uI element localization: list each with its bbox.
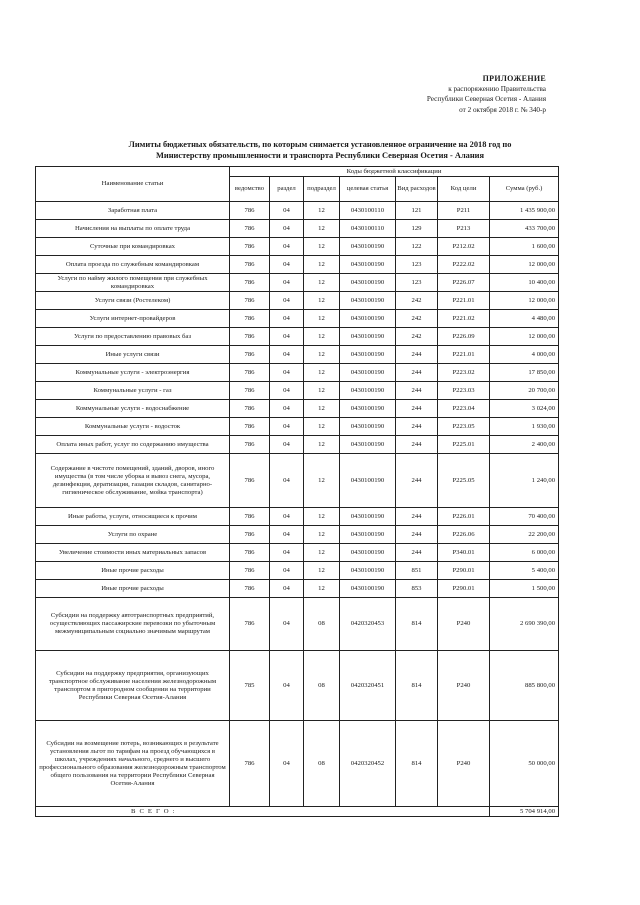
table-row: [36, 310, 559, 328]
row-expense-type: 814: [396, 651, 438, 721]
row-name: Иные прочие расходы: [36, 580, 230, 598]
row-sum: 50 000,00: [490, 721, 559, 807]
row-section: 04: [270, 256, 304, 274]
row-sum: 5 400,00: [490, 562, 559, 580]
row-section: 04: [270, 310, 304, 328]
row-target: 0430100190: [340, 562, 396, 580]
appendix-line-1: к распоряжению Правительства: [448, 85, 546, 94]
row-expense-type: 244: [396, 436, 438, 454]
row-target: 0430100190: [340, 238, 396, 256]
row-section: 04: [270, 436, 304, 454]
row-kosgu: Р223.02: [438, 364, 490, 382]
row-name: Заработная плата: [36, 202, 230, 220]
row-sum: 1 930,00: [490, 418, 559, 436]
table-row: [36, 382, 559, 400]
row-expense-type: 244: [396, 364, 438, 382]
total-label: ВСЕГО:: [36, 807, 490, 817]
row-expense-type: 123: [396, 256, 438, 274]
row-section: 04: [270, 651, 304, 721]
row-kosgu: Р212.02: [438, 238, 490, 256]
row-sum: 12 000,00: [490, 328, 559, 346]
row-section: 04: [270, 238, 304, 256]
row-target: 0430100190: [340, 400, 396, 418]
row-section: 04: [270, 598, 304, 651]
row-dept: 786: [230, 346, 270, 364]
row-dept: 786: [230, 508, 270, 526]
row-expense-type: 851: [396, 562, 438, 580]
row-dept: 786: [230, 580, 270, 598]
row-target: 0430100190: [340, 256, 396, 274]
row-section: 04: [270, 346, 304, 364]
row-subsection: 12: [304, 346, 340, 364]
row-target: 0430100190: [340, 310, 396, 328]
row-expense-type: 122: [396, 238, 438, 256]
row-sum: 4 480,00: [490, 310, 559, 328]
row-target: 0430100190: [340, 328, 396, 346]
row-kosgu: Р222.02: [438, 256, 490, 274]
row-subsection: 12: [304, 202, 340, 220]
table-row: [36, 454, 559, 508]
table-row: [36, 328, 559, 346]
row-dept: 786: [230, 382, 270, 400]
row-name: Содержание в чистоте помещений, зданий, дворов, иного имущества (в том числе уборка и вывоз снега, мусора, дезинфекция, дератизация, газация складов, санитарно-гигиеническое обслуживание, мойка транспорта): [36, 454, 230, 508]
row-dept: 786: [230, 328, 270, 346]
document-heading: [60, 139, 580, 161]
row-subsection: 12: [304, 292, 340, 310]
row-kosgu: Р240: [438, 598, 490, 651]
row-sum: 1 240,00: [490, 454, 559, 508]
row-expense-type: 244: [396, 526, 438, 544]
row-name: Коммунальные услуги - водосток: [36, 418, 230, 436]
row-target: 0430100190: [340, 418, 396, 436]
table-row: [36, 508, 559, 526]
total-sum: 5 704 914,00: [490, 807, 559, 817]
row-sum: 1 435 900,00: [490, 202, 559, 220]
row-kosgu: Р221.02: [438, 310, 490, 328]
row-section: 04: [270, 274, 304, 292]
row-name: Суточные при командировках: [36, 238, 230, 256]
row-dept: 786: [230, 292, 270, 310]
row-kosgu: Р226.09: [438, 328, 490, 346]
row-sum: 10 400,00: [490, 274, 559, 292]
header-dept: ведомство: [230, 177, 270, 202]
row-expense-type: 242: [396, 292, 438, 310]
row-expense-type: 244: [396, 400, 438, 418]
row-subsection: 12: [304, 310, 340, 328]
row-dept: 786: [230, 562, 270, 580]
row-subsection: 08: [304, 598, 340, 651]
row-dept: 786: [230, 202, 270, 220]
appendix-line-3: от 2 октября 2018 г. № 340-р: [459, 105, 546, 114]
row-section: 04: [270, 721, 304, 807]
row-subsection: 12: [304, 238, 340, 256]
row-section: 04: [270, 544, 304, 562]
row-name: Коммунальные услуги - газ: [36, 382, 230, 400]
row-expense-type: 244: [396, 382, 438, 400]
row-subsection: 12: [304, 418, 340, 436]
row-subsection: 12: [304, 220, 340, 238]
table-row: [36, 721, 559, 807]
row-kosgu: Р240: [438, 721, 490, 807]
row-expense-type: 244: [396, 544, 438, 562]
table-body: [36, 202, 559, 807]
row-subsection: 12: [304, 580, 340, 598]
row-name: Услуги связи (Ростелеком): [36, 292, 230, 310]
row-name: Субсидии на поддержку автотранспортных предприятий, осуществляющих пассажирские перевозки по убыточным межмуниципальным социально значимым маршрутам: [36, 598, 230, 651]
row-name: Коммунальные услуги - водоснабжение: [36, 400, 230, 418]
row-section: 04: [270, 562, 304, 580]
row-target: 0430100190: [340, 526, 396, 544]
row-sum: 70 400,00: [490, 508, 559, 526]
row-kosgu: Р221.01: [438, 346, 490, 364]
row-subsection: 12: [304, 526, 340, 544]
row-target: 0430100110: [340, 202, 396, 220]
row-kosgu: Р240: [438, 651, 490, 721]
row-kosgu: Р226.01: [438, 508, 490, 526]
row-name: Иные прочие расходы: [36, 562, 230, 580]
row-kosgu: Р213: [438, 220, 490, 238]
row-kosgu: Р211: [438, 202, 490, 220]
row-target: 0430100190: [340, 364, 396, 382]
row-expense-type: 244: [396, 454, 438, 508]
row-dept: 786: [230, 238, 270, 256]
row-name: Оплата проезда по служебным командировкам: [36, 256, 230, 274]
row-dept: 786: [230, 721, 270, 807]
row-target: 0430100190: [340, 508, 396, 526]
row-expense-type: 121: [396, 202, 438, 220]
row-section: 04: [270, 580, 304, 598]
row-sum: 4 000,00: [490, 346, 559, 364]
row-target: 0430100190: [340, 382, 396, 400]
header-kosgu: Код цели: [438, 177, 490, 202]
row-name: Услуги по найму жилого помещения при служебных командировках: [36, 274, 230, 292]
row-name: Оплата иных работ, услуг по содержанию имущества: [36, 436, 230, 454]
row-name: Услуги по охране: [36, 526, 230, 544]
row-sum: 2 690 390,00: [490, 598, 559, 651]
row-dept: 786: [230, 364, 270, 382]
table-row: [36, 651, 559, 721]
row-expense-type: 814: [396, 598, 438, 651]
row-dept: 786: [230, 418, 270, 436]
row-expense-type: 244: [396, 508, 438, 526]
row-target: 0430100190: [340, 274, 396, 292]
row-subsection: 12: [304, 454, 340, 508]
table-row: [36, 238, 559, 256]
budget-limits-table: [35, 166, 559, 817]
row-name: Услуги интернет-провайдеров: [36, 310, 230, 328]
header-section: раздел: [270, 177, 304, 202]
row-dept: 786: [230, 544, 270, 562]
table-row: [36, 274, 559, 292]
row-kosgu: Р221.01: [438, 292, 490, 310]
row-name: Субсидии на поддержку предприятия, организующих транспортное обслуживание населения железнодорожным транспортом в пригородном сообщении на территории Республики Северная Осетия-Алания: [36, 651, 230, 721]
row-sum: 17 850,00: [490, 364, 559, 382]
row-sum: 6 000,00: [490, 544, 559, 562]
row-sum: 12 000,00: [490, 292, 559, 310]
row-target: 0430100190: [340, 454, 396, 508]
header-codes-group: Коды бюджетной классификации: [230, 167, 559, 177]
table-row: [36, 418, 559, 436]
row-name: Коммунальные услуги - электроэнергия: [36, 364, 230, 382]
row-subsection: 12: [304, 562, 340, 580]
row-kosgu: Р226.07: [438, 274, 490, 292]
row-kosgu: Р223.05: [438, 418, 490, 436]
row-expense-type: 853: [396, 580, 438, 598]
row-section: 04: [270, 220, 304, 238]
row-kosgu: Р226.06: [438, 526, 490, 544]
row-section: 04: [270, 454, 304, 508]
row-expense-type: 244: [396, 346, 438, 364]
row-section: 04: [270, 328, 304, 346]
row-dept: 786: [230, 454, 270, 508]
row-name: Увеличение стоимости иных материальных запасов: [36, 544, 230, 562]
row-name: Начисления на выплаты по оплате труда: [36, 220, 230, 238]
row-sum: 433 700,00: [490, 220, 559, 238]
row-expense-type: 129: [396, 220, 438, 238]
row-target: 0420320452: [340, 721, 396, 807]
row-subsection: 12: [304, 508, 340, 526]
row-kosgu: Р340.01: [438, 544, 490, 562]
row-expense-type: 242: [396, 310, 438, 328]
row-subsection: 12: [304, 436, 340, 454]
table-row: [36, 562, 559, 580]
row-target: 0430100190: [340, 292, 396, 310]
row-dept: 786: [230, 220, 270, 238]
row-name: Услуги по предоставлению правовых баз: [36, 328, 230, 346]
row-subsection: 12: [304, 274, 340, 292]
row-section: 04: [270, 418, 304, 436]
row-sum: 1 500,00: [490, 580, 559, 598]
row-subsection: 12: [304, 256, 340, 274]
row-sum: 885 800,00: [490, 651, 559, 721]
row-dept: 786: [230, 400, 270, 418]
row-name: Субсидии на возмещение потерь, возникающих в результате установления льгот по тарифам на проезд обучающихся в школах, учреждениях начального, среднего и высшего профессионального образования железнодорожным транспортом общего пользования на территории Республики Северная Осетия-Алания: [36, 721, 230, 807]
row-target: 0430100190: [340, 544, 396, 562]
row-expense-type: 242: [396, 328, 438, 346]
row-subsection: 08: [304, 721, 340, 807]
table-row: [36, 400, 559, 418]
table-row: [36, 202, 559, 220]
row-expense-type: 814: [396, 721, 438, 807]
row-sum: 20 700,00: [490, 382, 559, 400]
table-row: [36, 544, 559, 562]
table-row: [36, 256, 559, 274]
table-row: [36, 292, 559, 310]
row-name: Иные работы, услуги, относящиеся к прочим: [36, 508, 230, 526]
row-subsection: 12: [304, 400, 340, 418]
table-row: [36, 364, 559, 382]
row-target: 0420320451: [340, 651, 396, 721]
row-target: 0430100190: [340, 346, 396, 364]
row-section: 04: [270, 202, 304, 220]
row-sum: 2 400,00: [490, 436, 559, 454]
row-section: 04: [270, 292, 304, 310]
row-dept: 786: [230, 526, 270, 544]
row-target: 0430100190: [340, 580, 396, 598]
appendix-title: ПРИЛОЖЕНИЕ: [482, 74, 546, 83]
row-sum: 12 000,00: [490, 256, 559, 274]
row-expense-type: 123: [396, 274, 438, 292]
row-subsection: 12: [304, 328, 340, 346]
row-kosgu: Р223.03: [438, 382, 490, 400]
row-kosgu: Р290.01: [438, 562, 490, 580]
row-dept: 786: [230, 436, 270, 454]
row-target: 0420320453: [340, 598, 396, 651]
row-subsection: 12: [304, 544, 340, 562]
header-name: Наименование статьи: [36, 167, 230, 202]
row-kosgu: Р223.04: [438, 400, 490, 418]
row-kosgu: Р225.05: [438, 454, 490, 508]
row-dept: 786: [230, 256, 270, 274]
appendix-line-2: Республики Северная Осетия - Алания: [426, 95, 546, 104]
table-row: [36, 598, 559, 651]
row-name: Иные услуги связи: [36, 346, 230, 364]
row-subsection: 12: [304, 364, 340, 382]
heading-line-2: Министерству промышленности и транспорта Республики Северная Осетия - Алания: [155, 151, 485, 160]
row-sum: 1 600,00: [490, 238, 559, 256]
row-sum: 3 024,00: [490, 400, 559, 418]
header-sum: Сумма (руб.): [490, 177, 559, 202]
table-row: [36, 220, 559, 238]
appendix-block: [366, 74, 546, 115]
row-target: 0430100190: [340, 436, 396, 454]
row-subsection: 08: [304, 651, 340, 721]
row-dept: 786: [230, 310, 270, 328]
row-dept: 786: [230, 274, 270, 292]
row-expense-type: 244: [396, 418, 438, 436]
row-sum: 22 200,00: [490, 526, 559, 544]
row-section: 04: [270, 508, 304, 526]
table-row: [36, 526, 559, 544]
row-dept: 785: [230, 651, 270, 721]
row-section: 04: [270, 364, 304, 382]
row-kosgu: Р225.01: [438, 436, 490, 454]
header-target: целевая статья: [340, 177, 396, 202]
header-subsection: подраздел: [304, 177, 340, 202]
table-row: [36, 436, 559, 454]
row-section: 04: [270, 400, 304, 418]
row-subsection: 12: [304, 382, 340, 400]
row-section: 04: [270, 526, 304, 544]
heading-line-1: Лимиты бюджетных обязательств, по которым снимается установленное ограничение на 2018 год по: [128, 140, 512, 149]
header-expense-type: Вид расходов: [396, 177, 438, 202]
row-target: 0430100110: [340, 220, 396, 238]
table-row: [36, 580, 559, 598]
row-section: 04: [270, 382, 304, 400]
table-row: [36, 346, 559, 364]
row-kosgu: Р290.01: [438, 580, 490, 598]
row-dept: 786: [230, 598, 270, 651]
